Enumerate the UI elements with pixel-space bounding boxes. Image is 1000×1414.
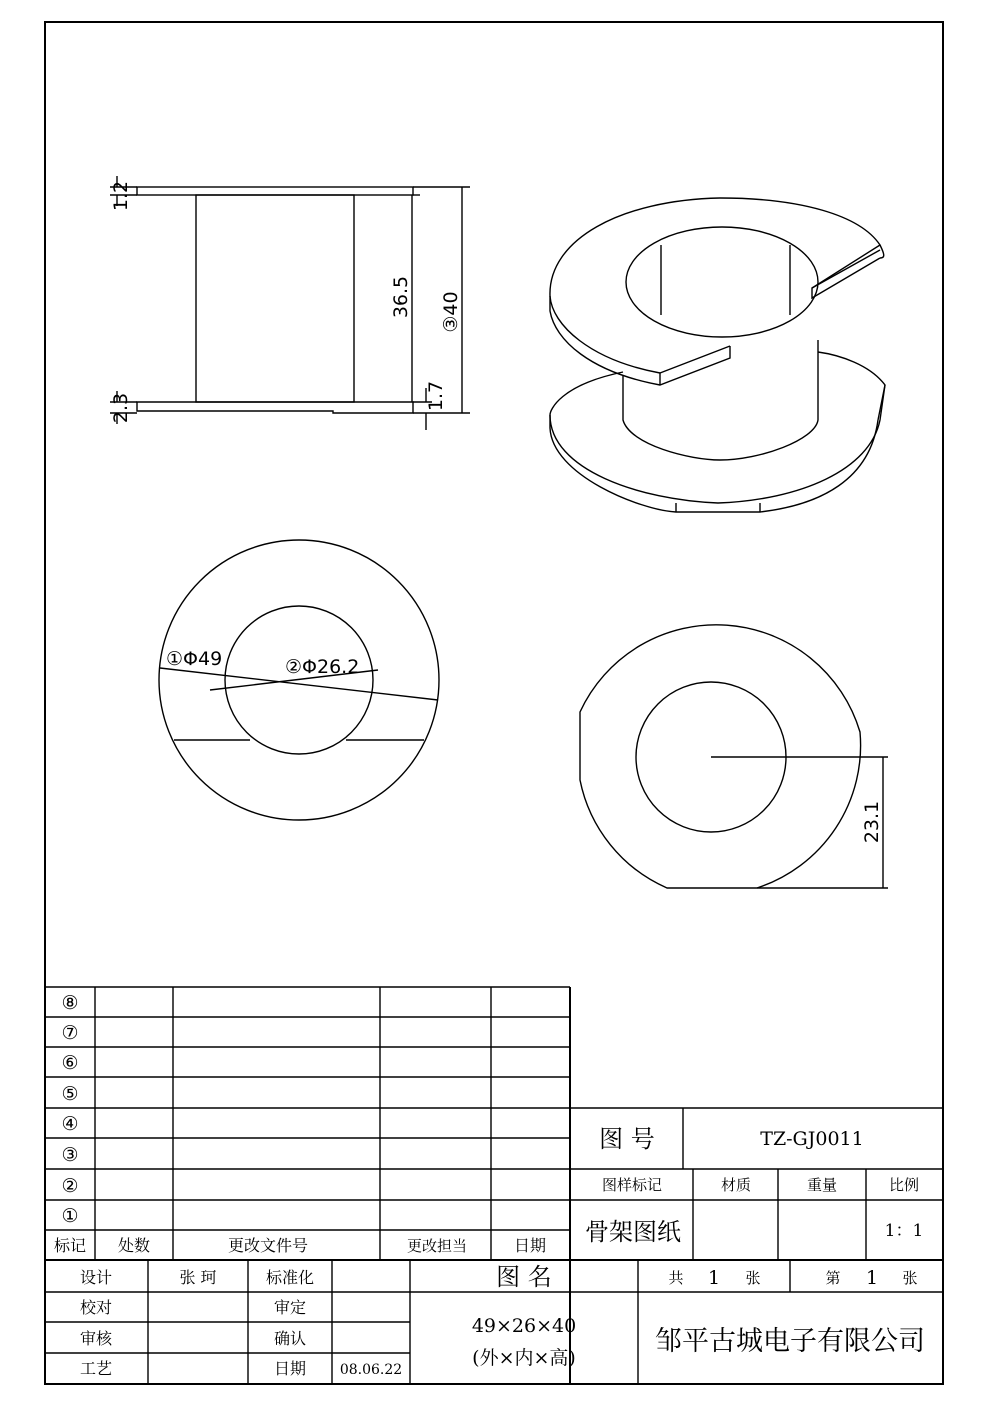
scale-value: 1：1	[884, 1221, 924, 1241]
dim-bottom-flange: 2.3	[110, 392, 132, 424]
rev-header-owner: 更改担当	[406, 1237, 468, 1255]
name-line-2: (外×内×高)	[472, 1347, 576, 1369]
dim-overall-height: ③40	[440, 291, 462, 333]
dim-outer-diameter: ①Φ49	[166, 648, 223, 670]
sheet-unit-2: 张	[902, 1269, 918, 1287]
top-flange	[137, 187, 413, 195]
review-label: 审核	[79, 1329, 113, 1348]
iso-bottom-flange-edge	[550, 415, 878, 512]
sheet-prefix: 第	[825, 1269, 841, 1287]
row-marker: ⑥	[61, 1052, 79, 1074]
iso-core-outer	[623, 340, 818, 460]
drawing-type: 骨架图纸	[585, 1218, 681, 1246]
total-prefix: 共	[668, 1269, 684, 1287]
isometric-view	[550, 198, 885, 512]
dim-inner-diameter: ②Φ26.2	[285, 656, 360, 678]
rev-header-mark: 标记	[53, 1236, 87, 1255]
row-marker: ①	[61, 1205, 79, 1227]
rev-header-date: 日期	[513, 1236, 547, 1255]
dim-top-flange: 1.2	[110, 180, 132, 212]
row-marker: ③	[61, 1144, 79, 1166]
total-sheets: 1	[707, 1267, 721, 1289]
iso-inner-hole	[626, 227, 818, 337]
bottom-flange	[137, 402, 413, 413]
name-label: 图 名	[496, 1263, 552, 1291]
design-label: 设计	[79, 1268, 113, 1287]
date-value: 08.06.22	[339, 1362, 403, 1378]
process-label: 工艺	[79, 1359, 113, 1378]
designer-name: 张 珂	[179, 1268, 217, 1287]
row-marker: ④	[61, 1113, 79, 1135]
check-label: 校对	[79, 1298, 113, 1317]
sheet-unit: 张	[745, 1269, 761, 1287]
row-marker: ⑦	[61, 1022, 79, 1044]
dim-flat-distance: 23.1	[861, 800, 883, 844]
iso-bottom-flange-top	[550, 352, 885, 503]
iso-top-flange-edge	[550, 296, 730, 385]
weight-label: 重量	[806, 1176, 838, 1194]
dim-inner-height: 36.5	[390, 275, 412, 319]
name-line-1: 49×26×40	[471, 1315, 577, 1337]
core-tube	[196, 195, 354, 402]
scale-label: 比例	[888, 1176, 920, 1194]
drawing-no-label: 图 号	[599, 1125, 655, 1153]
drawing-no: TZ-GJ0011	[760, 1128, 864, 1150]
rev-header-docno: 更改文件号	[227, 1236, 309, 1255]
row-marker: ⑧	[61, 992, 79, 1014]
top-view	[580, 625, 888, 888]
date-label: 日期	[273, 1359, 307, 1378]
confirm-label: 确认	[273, 1329, 307, 1348]
approve-label: 审定	[273, 1298, 307, 1317]
company-name: 邹平古城电子有限公司	[655, 1326, 925, 1357]
rev-header-count: 处数	[117, 1236, 151, 1255]
standardize-label: 标准化	[265, 1268, 315, 1287]
row-marker: ②	[61, 1175, 79, 1197]
sample-mark-label: 图样标记	[601, 1176, 663, 1194]
iso-top-flange-top	[550, 198, 880, 373]
side-view	[110, 176, 470, 430]
dim-bottom-step: 1.7	[425, 380, 447, 412]
bottom-view	[159, 540, 439, 820]
material-label: 材质	[720, 1176, 752, 1194]
row-marker: ⑤	[61, 1083, 79, 1105]
sheet-no: 1	[865, 1267, 879, 1289]
